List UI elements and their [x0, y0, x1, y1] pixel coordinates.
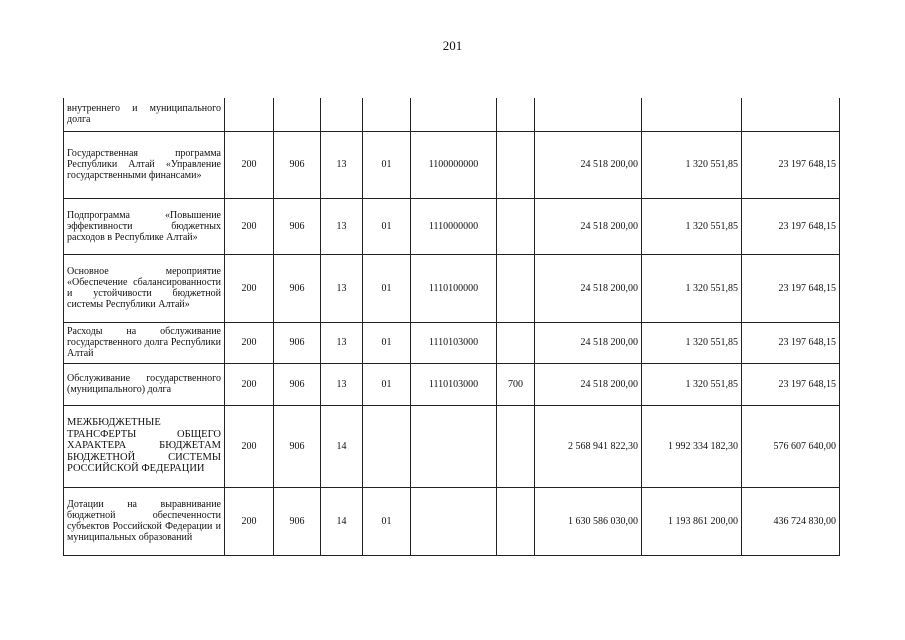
cell-rz: 200 — [225, 405, 274, 487]
cell-grbs: 906 — [274, 405, 321, 487]
row-name: Основное мероприятие «Обеспечение сбалансированности и устойчивости бюджетной системы Республики Алтай» — [64, 254, 225, 322]
cell-csr: 1100000000 — [411, 131, 497, 198]
cell-pr — [321, 98, 363, 131]
cell-sum-2 — [642, 98, 742, 131]
table-row — [64, 322, 840, 363]
cell-csr: 1110103000 — [411, 363, 497, 405]
cell-pr: 13 — [321, 131, 363, 198]
cell-sum-1: 2 568 941 822,30 — [535, 405, 642, 487]
table-row — [64, 254, 840, 322]
row-name: МЕЖБЮДЖЕТНЫЕ ТРАНСФЕРТЫ ОБЩЕГО ХАРАКТЕРА БЮДЖЕТАМ БЮДЖЕТНОЙ СИСТЕМЫ РОССИЙСКОЙ ФЕДЕРАЦИИ — [64, 405, 225, 487]
cell-csr — [411, 98, 497, 131]
budget-table — [63, 98, 840, 556]
cell-pr: 13 — [321, 198, 363, 254]
cell-sum-2: 1 320 551,85 — [642, 322, 742, 363]
cell-sum-1: 1 630 586 030,00 — [535, 487, 642, 555]
cell-sum-3: 23 197 648,15 — [742, 131, 840, 198]
cell-sum-1: 24 518 200,00 — [535, 131, 642, 198]
cell-csr: 1110100000 — [411, 254, 497, 322]
cell-sum-3: 23 197 648,15 — [742, 198, 840, 254]
cell-pr: 14 — [321, 487, 363, 555]
cell-sum-1: 24 518 200,00 — [535, 254, 642, 322]
cell-rz: 200 — [225, 198, 274, 254]
cell-sum-2: 1 193 861 200,00 — [642, 487, 742, 555]
cell-grbs — [274, 98, 321, 131]
cell-pr: 13 — [321, 322, 363, 363]
cell-sum-2: 1 320 551,85 — [642, 363, 742, 405]
table-row — [64, 487, 840, 555]
cell-rz: 200 — [225, 254, 274, 322]
cell-csr — [411, 487, 497, 555]
cell-sum-1 — [535, 98, 642, 131]
table-row — [64, 98, 840, 131]
cell-sum-2: 1 992 334 182,30 — [642, 405, 742, 487]
cell-ps — [363, 98, 411, 131]
cell-csr: 1110000000 — [411, 198, 497, 254]
row-name: Государственная программа Республики Алтай «Управление государственными финансами» — [64, 131, 225, 198]
cell-vr — [497, 98, 535, 131]
row-name: Дотации на выравнивание бюджетной обеспеченности субъектов Российской Федерации и муниципальных образований — [64, 487, 225, 555]
cell-sum-3: 23 197 648,15 — [742, 254, 840, 322]
table-row — [64, 405, 840, 487]
table-row — [64, 131, 840, 198]
cell-csr: 1110103000 — [411, 322, 497, 363]
row-name: внутреннего и муниципального долга — [64, 98, 225, 131]
cell-vr: 700 — [497, 363, 535, 405]
cell-ps — [363, 405, 411, 487]
cell-ps: 01 — [363, 198, 411, 254]
cell-pr: 13 — [321, 254, 363, 322]
cell-ps: 01 — [363, 487, 411, 555]
cell-sum-2: 1 320 551,85 — [642, 198, 742, 254]
cell-vr — [497, 487, 535, 555]
cell-sum-3: 576 607 640,00 — [742, 405, 840, 487]
row-name: Подпрограмма «Повышение эффективности бюджетных расходов в Республике Алтай» — [64, 198, 225, 254]
cell-sum-2: 1 320 551,85 — [642, 131, 742, 198]
cell-rz: 200 — [225, 363, 274, 405]
cell-ps: 01 — [363, 131, 411, 198]
cell-sum-1: 24 518 200,00 — [535, 198, 642, 254]
cell-ps: 01 — [363, 322, 411, 363]
cell-grbs: 906 — [274, 198, 321, 254]
cell-sum-1: 24 518 200,00 — [535, 322, 642, 363]
cell-grbs: 906 — [274, 487, 321, 555]
cell-ps: 01 — [363, 363, 411, 405]
table-row — [64, 363, 840, 405]
cell-grbs: 906 — [274, 322, 321, 363]
cell-pr: 13 — [321, 363, 363, 405]
cell-rz: 200 — [225, 487, 274, 555]
cell-grbs: 906 — [274, 131, 321, 198]
cell-grbs: 906 — [274, 254, 321, 322]
cell-vr — [497, 322, 535, 363]
cell-vr — [497, 131, 535, 198]
cell-csr — [411, 405, 497, 487]
table-row — [64, 198, 840, 254]
cell-grbs: 906 — [274, 363, 321, 405]
cell-ps: 01 — [363, 254, 411, 322]
cell-pr: 14 — [321, 405, 363, 487]
cell-vr — [497, 254, 535, 322]
cell-sum-1: 24 518 200,00 — [535, 363, 642, 405]
cell-rz — [225, 98, 274, 131]
cell-sum-3: 23 197 648,15 — [742, 322, 840, 363]
cell-vr — [497, 405, 535, 487]
cell-sum-2: 1 320 551,85 — [642, 254, 742, 322]
cell-sum-3: 436 724 830,00 — [742, 487, 840, 555]
cell-rz: 200 — [225, 322, 274, 363]
row-name: Расходы на обслуживание государственного долга Республики Алтай — [64, 322, 225, 363]
cell-sum-3 — [742, 98, 840, 131]
cell-rz: 200 — [225, 131, 274, 198]
cell-vr — [497, 198, 535, 254]
row-name: Обслуживание государственного (муниципального) долга — [64, 363, 225, 405]
cell-sum-3: 23 197 648,15 — [742, 363, 840, 405]
page-number: 201 — [442, 38, 463, 53]
